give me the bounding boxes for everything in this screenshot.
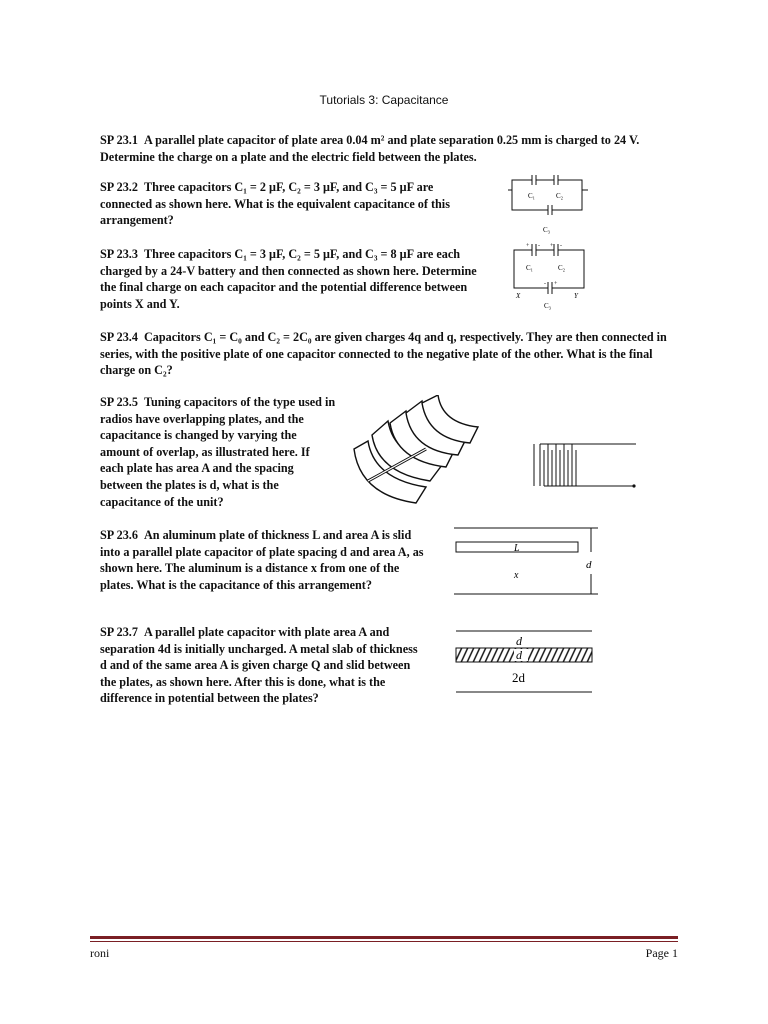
label-2d: 2d [512,670,525,685]
label-c2: C₂ [558,264,566,272]
circuit-figure-23-2 [508,172,588,238]
svg-text:+: + [550,243,554,249]
footer-rule [90,936,678,939]
aluminum-plate-diagram [452,524,608,600]
tuning-capacitor-illustration [350,395,490,507]
footer-author: roni [90,946,110,960]
problem-label: SP 23.7 [100,625,138,639]
problem-23-7 [100,624,424,707]
problem-23-5 [100,394,336,510]
label-l: L [514,543,520,554]
problem-23-2 [100,179,478,229]
problem-23-4 [100,329,680,379]
problem-text: A parallel plate capacitor of plate area 0.04 m² and plate separation 0.25 mm is charged to 24 V. Determine the charge on a plate and the electric field between the plates. [100,133,640,164]
problem-text: A parallel plate capacitor with plate area A and separation 4d is initially uncharged. A metal slab of thickness d and of the same area A is given charge Q and slid between the plates, as shown here. After this is done, what is the difference in potential between the plates? [100,625,418,706]
label-x: X [516,292,521,300]
label-c2: C₂ [556,192,564,200]
svg-text:-: - [544,281,546,287]
problem-text: Capacitors C₁ = C₀ and C₂ = 2C₀ are given charges 4q and q, respectively. They are then connected in series, with the positive plate of one capacitor connected to the negative plate of the other. What is the final charge on C₂? [100,330,667,378]
label-c3: C₃ [544,302,552,310]
problem-label: SP 23.5 [100,395,138,409]
label-d-slab: d [516,648,522,662]
label-d-top: d [516,634,522,648]
problem-label: SP 23.3 [100,247,138,261]
svg-text:+: + [554,281,558,287]
problem-text: Tuning capacitors of the type used in radios have overlapping plates, and the capacitance is changed by varying the amount of overlap, as illustrated here. If each plate has area A and the spacing between the plates is d, what is the capacitance of the unit? [100,395,336,509]
footer-page-number: Page 1 [645,946,678,960]
label-c3: C₃ [543,226,551,234]
metal-slab-diagram [452,626,598,700]
svg-text:-: - [538,243,540,249]
problem-label: SP 23.2 [100,180,138,194]
problem-23-6 [100,527,424,593]
label-c1: C₁ [528,192,536,200]
label-d: d [586,559,592,571]
footer-rule-thin [90,941,678,942]
svg-text:-: - [560,243,562,249]
label-x: x [514,570,519,581]
label-y: Y [574,292,578,300]
problem-label: SP 23.4 [100,330,138,344]
problem-text: Three capacitors C₁ = 3 μF, C₂ = 5 μF, and C₃ = 8 μF are each charged by a 24-V battery and then connected as shown here. Determine the final charge on each capacitor and the potential difference between points X and Y. [100,247,477,311]
problem-text: An aluminum plate of thickness L and area A is slid into a parallel plate capacitor of plate spacing d and area A, as shown here. The aluminum is a distance x from one of the plates. What is the capacitance of this arrangement? [100,528,424,592]
problem-text: Three capacitors C₁ = 2 μF, C₂ = 3 μF, and C₃ = 5 μF are connected as shown here. What is the equivalent capacitance of this arrangement? [100,180,450,228]
problem-23-1 [100,132,680,165]
circuit-figure-23-3 [508,240,590,314]
problem-23-3 [100,246,478,312]
page-title: Tutorials 3: Capacitance [319,93,449,107]
svg-text:+: + [526,243,530,249]
problem-label: SP 23.1 [100,133,138,147]
overlapping-plates-diagram [530,440,640,490]
problem-label: SP 23.6 [100,528,138,542]
label-c1: C₁ [526,264,534,272]
